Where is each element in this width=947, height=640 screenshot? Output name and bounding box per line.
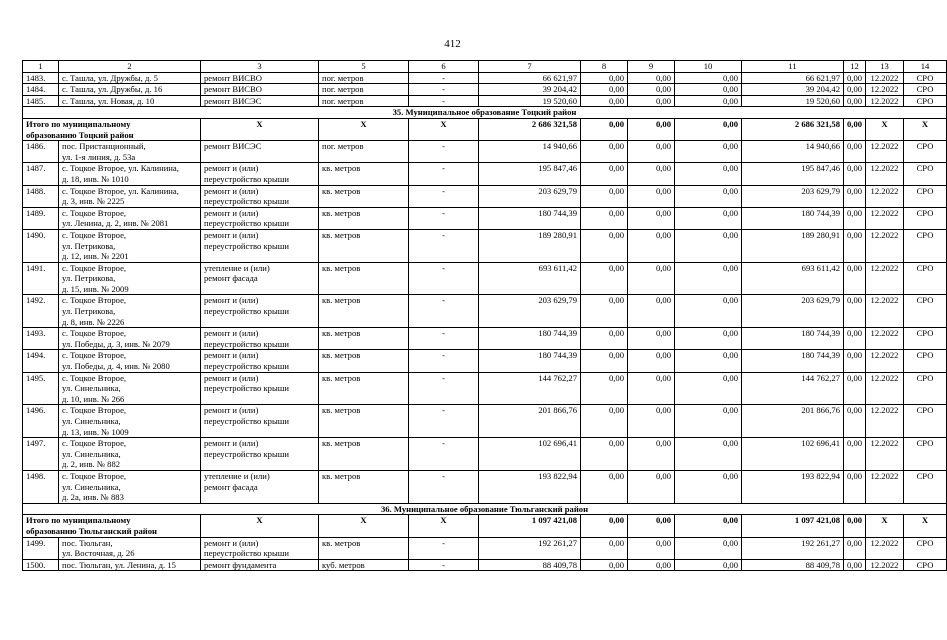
unit-cell: кв. метров [319,185,409,207]
fund-cell: 0,00 [675,95,742,107]
fund-cell: 0,00 [628,537,675,559]
row-number: 1484. [23,84,59,96]
other-cell: 0,00 [844,95,866,107]
total-fund: 0,00 [581,515,628,537]
table-row [23,328,947,350]
deadline-cell: 12.2022 [866,95,904,107]
address-cell: с. Тоцкое Второе, ул. Победы, д. 3, инв. № 2079 [59,328,201,350]
total-x: X [409,515,479,537]
address-cell: с. Ташла, ул. Новая, д. 10 [59,95,201,107]
method-cell: СРО [904,350,947,372]
total-x: X [201,118,319,140]
work-type-cell: ремонт и (или) переустройство крыши [201,185,319,207]
other-cell: 0,00 [844,295,866,328]
method-cell: СРО [904,295,947,328]
work-type-cell: ремонт ВИСВО [201,84,319,96]
table-row [23,537,947,559]
unit-cell: кв. метров [319,163,409,185]
fund-cell: 0,00 [628,559,675,571]
deadline-cell: 12.2022 [866,84,904,96]
method-cell: СРО [904,405,947,438]
column-header: 13 [866,61,904,73]
owner-funds-cell: 180 744,39 [742,328,844,350]
row-number: 1496. [23,405,59,438]
quantity-cell: - [409,328,479,350]
fund-cell: 0,00 [581,350,628,372]
total-x: X [409,118,479,140]
quantity-cell: - [409,84,479,96]
address-cell: с. Тоцкое Второе, ул. Петрикова, д. 12, инв. № 2201 [59,229,201,262]
fund-cell: 0,00 [581,537,628,559]
quantity-cell: - [409,141,479,163]
deadline-cell: 12.2022 [866,262,904,295]
table-row [23,185,947,207]
total-fund: 0,00 [675,118,742,140]
work-type-cell: утепление и (или) ремонт фасада [201,262,319,295]
total-cost-cell: 201 866,76 [479,405,581,438]
fund-cell: 0,00 [675,84,742,96]
fund-cell: 0,00 [581,95,628,107]
total-cost-cell: 203 629,79 [479,295,581,328]
work-type-cell: ремонт и (или) переустройство крыши [201,537,319,559]
total-x: X [866,118,904,140]
method-cell: СРО [904,438,947,471]
other-cell: 0,00 [844,72,866,84]
address-cell: с. Тоцкое Второе, ул. Синельника, д. 2, инв. № 882 [59,438,201,471]
fund-cell: 0,00 [675,163,742,185]
total-x: X [201,515,319,537]
deadline-cell: 12.2022 [866,537,904,559]
total-x: X [319,118,409,140]
fund-cell: 0,00 [628,372,675,405]
owner-funds-cell: 88 409,78 [742,559,844,571]
work-type-cell: ремонт ВИСЭС [201,141,319,163]
fund-cell: 0,00 [628,84,675,96]
quantity-cell: - [409,95,479,107]
fund-cell: 0,00 [628,207,675,229]
method-cell: СРО [904,163,947,185]
other-cell: 0,00 [844,405,866,438]
total-x: X [319,515,409,537]
unit-cell: кв. метров [319,372,409,405]
quantity-cell: - [409,185,479,207]
total-cost-cell: 180 744,39 [479,328,581,350]
deadline-cell: 12.2022 [866,163,904,185]
row-number: 1499. [23,537,59,559]
quantity-cell: - [409,72,479,84]
unit-cell: кв. метров [319,405,409,438]
method-cell: СРО [904,95,947,107]
row-number: 1490. [23,229,59,262]
row-number: 1489. [23,207,59,229]
unit-cell: кв. метров [319,262,409,295]
other-cell: 0,00 [844,163,866,185]
fund-cell: 0,00 [581,470,628,503]
row-number: 1497. [23,438,59,471]
table-row [23,95,947,107]
fund-cell: 0,00 [628,328,675,350]
other-cell: 0,00 [844,559,866,571]
other-cell: 0,00 [844,262,866,295]
owner-funds-cell: 180 744,39 [742,350,844,372]
unit-cell: пог. метров [319,95,409,107]
total-fund: 0,00 [675,515,742,537]
owner-funds-cell: 195 847,46 [742,163,844,185]
fund-cell: 0,00 [581,163,628,185]
fund-cell: 0,00 [581,185,628,207]
total-row [23,118,947,140]
other-cell: 0,00 [844,470,866,503]
fund-cell: 0,00 [628,350,675,372]
owner-funds-cell: 203 629,79 [742,295,844,328]
table-row [23,350,947,372]
owner-funds-cell: 39 204,42 [742,84,844,96]
total-cost-cell: 189 280,91 [479,229,581,262]
total-x: X [904,515,947,537]
row-number: 1494. [23,350,59,372]
owner-funds-cell: 193 822,94 [742,470,844,503]
total-cost-cell: 88 409,78 [479,559,581,571]
fund-cell: 0,00 [675,350,742,372]
column-header: 12 [844,61,866,73]
fund-cell: 0,00 [675,559,742,571]
row-number: 1495. [23,372,59,405]
row-number: 1485. [23,95,59,107]
fund-cell: 0,00 [581,207,628,229]
work-type-cell: утепление и (или) ремонт фасада [201,470,319,503]
work-type-cell: ремонт и (или) переустройство крыши [201,207,319,229]
address-cell: с. Тоцкое Второе, ул. Петрикова, д. 15, инв. № 2009 [59,262,201,295]
deadline-cell: 12.2022 [866,438,904,471]
total-x: X [904,118,947,140]
total-cost-cell: 180 744,39 [479,350,581,372]
fund-cell: 0,00 [675,207,742,229]
total-fund: 0,00 [628,118,675,140]
deadline-cell: 12.2022 [866,207,904,229]
other-cell: 0,00 [844,537,866,559]
quantity-cell: - [409,229,479,262]
method-cell: СРО [904,185,947,207]
table-row [23,405,947,438]
owner-funds-cell: 144 762,27 [742,372,844,405]
fund-cell: 0,00 [675,295,742,328]
table-row [23,559,947,571]
quantity-cell: - [409,207,479,229]
total-cost-cell: 192 261,27 [479,537,581,559]
work-type-cell: ремонт и (или) переустройство крыши [201,229,319,262]
other-cell: 0,00 [844,350,866,372]
method-cell: СРО [904,372,947,405]
total-label: Итого по муниципальному образованию Тоцкий район [23,118,201,140]
row-number: 1492. [23,295,59,328]
owner-funds-cell: 66 621,97 [742,72,844,84]
total-cost-cell: 19 520,60 [479,95,581,107]
method-cell: СРО [904,537,947,559]
fund-cell: 0,00 [581,559,628,571]
column-header: 11 [742,61,844,73]
fund-cell: 0,00 [628,262,675,295]
deadline-cell: 12.2022 [866,229,904,262]
section-row [23,503,947,515]
column-header: 5 [319,61,409,73]
unit-cell: куб. метров [319,559,409,571]
work-type-cell: ремонт ВИСВО [201,72,319,84]
fund-cell: 0,00 [628,470,675,503]
address-cell: с. Тоцкое Второе, ул. Синельника, д. 2а, инв. № 883 [59,470,201,503]
other-cell: 0,00 [844,229,866,262]
column-header: 3 [201,61,319,73]
deadline-cell: 12.2022 [866,405,904,438]
fund-cell: 0,00 [675,405,742,438]
quantity-cell: - [409,163,479,185]
method-cell: СРО [904,328,947,350]
total-cost: 2 686 321,58 [479,118,581,140]
method-cell: СРО [904,470,947,503]
fund-cell: 0,00 [581,405,628,438]
owner-funds-cell: 189 280,91 [742,229,844,262]
deadline-cell: 12.2022 [866,141,904,163]
fund-cell: 0,00 [628,95,675,107]
fund-cell: 0,00 [675,141,742,163]
unit-cell: кв. метров [319,438,409,471]
total-cost-cell: 14 940,66 [479,141,581,163]
work-type-cell: ремонт и (или) переустройство крыши [201,295,319,328]
fund-cell: 0,00 [675,438,742,471]
fund-cell: 0,00 [581,438,628,471]
fund-cell: 0,00 [628,163,675,185]
fund-cell: 0,00 [675,537,742,559]
deadline-cell: 12.2022 [866,470,904,503]
total-x: X [866,515,904,537]
total-owner-funds: 2 686 321,58 [742,118,844,140]
unit-cell: кв. метров [319,537,409,559]
owner-funds-cell: 102 696,41 [742,438,844,471]
fund-cell: 0,00 [628,141,675,163]
total-cost-cell: 66 621,97 [479,72,581,84]
deadline-cell: 12.2022 [866,328,904,350]
total-cost-cell: 39 204,42 [479,84,581,96]
column-header: 9 [628,61,675,73]
unit-cell: кв. метров [319,207,409,229]
address-cell: с. Тоцкое Второе, ул. Петрикова, д. 8, инв. № 2226 [59,295,201,328]
work-type-cell: ремонт и (или) переустройство крыши [201,328,319,350]
table-row [23,207,947,229]
address-cell: с. Тоцкое Второе, ул. Ленина, д. 2, инв. № 2081 [59,207,201,229]
total-row [23,515,947,537]
fund-cell: 0,00 [581,295,628,328]
work-type-cell: ремонт и (или) переустройство крыши [201,350,319,372]
total-cost-cell: 102 696,41 [479,438,581,471]
table-row [23,262,947,295]
other-cell: 0,00 [844,372,866,405]
address-cell: с. Тоцкое Второе, ул. Калинина, д. 3, инв. № 2225 [59,185,201,207]
row-number: 1500. [23,559,59,571]
address-cell: с. Тоцкое Второе, ул. Синельника, д. 10, инв. № 266 [59,372,201,405]
total-cost-cell: 693 611,42 [479,262,581,295]
fund-cell: 0,00 [675,262,742,295]
fund-cell: 0,00 [581,141,628,163]
unit-cell: пог. метров [319,141,409,163]
total-fund: 0,00 [581,118,628,140]
table-row [23,84,947,96]
column-header: 7 [479,61,581,73]
unit-cell: пог. метров [319,72,409,84]
unit-cell: кв. метров [319,350,409,372]
total-other: 0,00 [844,118,866,140]
other-cell: 0,00 [844,185,866,207]
row-number: 1487. [23,163,59,185]
owner-funds-cell: 693 611,42 [742,262,844,295]
owner-funds-cell: 14 940,66 [742,141,844,163]
table-row [23,438,947,471]
quantity-cell: - [409,295,479,328]
deadline-cell: 12.2022 [866,350,904,372]
quantity-cell: - [409,372,479,405]
header-row [23,61,947,73]
other-cell: 0,00 [844,328,866,350]
page-number: 412 [444,38,461,50]
row-number: 1493. [23,328,59,350]
fund-cell: 0,00 [581,372,628,405]
owner-funds-cell: 19 520,60 [742,95,844,107]
table-row [23,295,947,328]
address-cell: с. Тоцкое Второе, ул. Победы, д. 4, инв. № 2080 [59,350,201,372]
fund-cell: 0,00 [675,372,742,405]
work-type-cell: ремонт и (или) переустройство крыши [201,372,319,405]
address-cell: пос. Пристанционный, ул. 1-я линия, д. 53а [59,141,201,163]
total-cost-cell: 193 822,94 [479,470,581,503]
table-row [23,163,947,185]
fund-cell: 0,00 [675,470,742,503]
total-other: 0,00 [844,515,866,537]
unit-cell: кв. метров [319,470,409,503]
quantity-cell: - [409,405,479,438]
fund-cell: 0,00 [581,72,628,84]
other-cell: 0,00 [844,84,866,96]
column-header: 8 [581,61,628,73]
total-cost-cell: 203 629,79 [479,185,581,207]
total-owner-funds: 1 097 421,08 [742,515,844,537]
fund-cell: 0,00 [675,229,742,262]
owner-funds-cell: 201 866,76 [742,405,844,438]
quantity-cell: - [409,350,479,372]
quantity-cell: - [409,470,479,503]
work-type-cell: ремонт и (или) переустройство крыши [201,163,319,185]
address-cell: с. Ташла, ул. Дружбы, д. 16 [59,84,201,96]
fund-cell: 0,00 [628,438,675,471]
table-row [23,72,947,84]
method-cell: СРО [904,262,947,295]
other-cell: 0,00 [844,438,866,471]
address-cell: с. Ташла, ул. Дружбы, д. 5 [59,72,201,84]
deadline-cell: 12.2022 [866,185,904,207]
unit-cell: кв. метров [319,229,409,262]
work-type-cell: ремонт ВИСЭС [201,95,319,107]
owner-funds-cell: 192 261,27 [742,537,844,559]
fund-cell: 0,00 [581,84,628,96]
work-type-cell: ремонт фундамента [201,559,319,571]
column-header: 6 [409,61,479,73]
unit-cell: кв. метров [319,328,409,350]
row-number: 1483. [23,72,59,84]
method-cell: СРО [904,72,947,84]
column-header: 14 [904,61,947,73]
section-title: 35. Муниципальное образование Тоцкий район [23,107,947,119]
other-cell: 0,00 [844,207,866,229]
works-table [22,60,947,571]
section-row [23,107,947,119]
fund-cell: 0,00 [628,72,675,84]
quantity-cell: - [409,262,479,295]
method-cell: СРО [904,229,947,262]
unit-cell: кв. метров [319,295,409,328]
column-header: 10 [675,61,742,73]
fund-cell: 0,00 [675,185,742,207]
other-cell: 0,00 [844,141,866,163]
section-title: 36. Муниципальное образование Тюльганский район [23,503,947,515]
owner-funds-cell: 203 629,79 [742,185,844,207]
fund-cell: 0,00 [628,295,675,328]
table-row [23,470,947,503]
row-number: 1491. [23,262,59,295]
work-type-cell: ремонт и (или) переустройство крыши [201,405,319,438]
total-cost-cell: 195 847,46 [479,163,581,185]
total-fund: 0,00 [628,515,675,537]
owner-funds-cell: 180 744,39 [742,207,844,229]
column-header: 1 [23,61,59,73]
method-cell: СРО [904,207,947,229]
address-cell: пос. Тюльган, ул. Ленина, д. 15 [59,559,201,571]
total-label: Итого по муниципальному образованию Тюльганский район [23,515,201,537]
quantity-cell: - [409,438,479,471]
fund-cell: 0,00 [628,405,675,438]
work-type-cell: ремонт и (или) переустройство крыши [201,438,319,471]
address-cell: пос. Тюльган, ул. Восточная, д. 26 [59,537,201,559]
method-cell: СРО [904,141,947,163]
address-cell: с. Тоцкое Второе, ул. Калинина, д. 18, инв. № 1010 [59,163,201,185]
address-cell: с. Тоцкое Второе, ул. Синельника, д. 13, инв. № 1009 [59,405,201,438]
deadline-cell: 12.2022 [866,72,904,84]
method-cell: СРО [904,559,947,571]
fund-cell: 0,00 [581,229,628,262]
quantity-cell: - [409,559,479,571]
table-row [23,372,947,405]
total-cost-cell: 180 744,39 [479,207,581,229]
total-cost-cell: 144 762,27 [479,372,581,405]
table-row [23,229,947,262]
fund-cell: 0,00 [675,328,742,350]
deadline-cell: 12.2022 [866,372,904,405]
row-number: 1488. [23,185,59,207]
fund-cell: 0,00 [581,262,628,295]
column-header: 2 [59,61,201,73]
deadline-cell: 12.2022 [866,559,904,571]
table-row [23,141,947,163]
fund-cell: 0,00 [675,72,742,84]
fund-cell: 0,00 [628,229,675,262]
method-cell: СРО [904,84,947,96]
unit-cell: пог. метров [319,84,409,96]
row-number: 1486. [23,141,59,163]
total-cost: 1 097 421,08 [479,515,581,537]
fund-cell: 0,00 [581,328,628,350]
quantity-cell: - [409,537,479,559]
row-number: 1498. [23,470,59,503]
deadline-cell: 12.2022 [866,295,904,328]
fund-cell: 0,00 [628,185,675,207]
